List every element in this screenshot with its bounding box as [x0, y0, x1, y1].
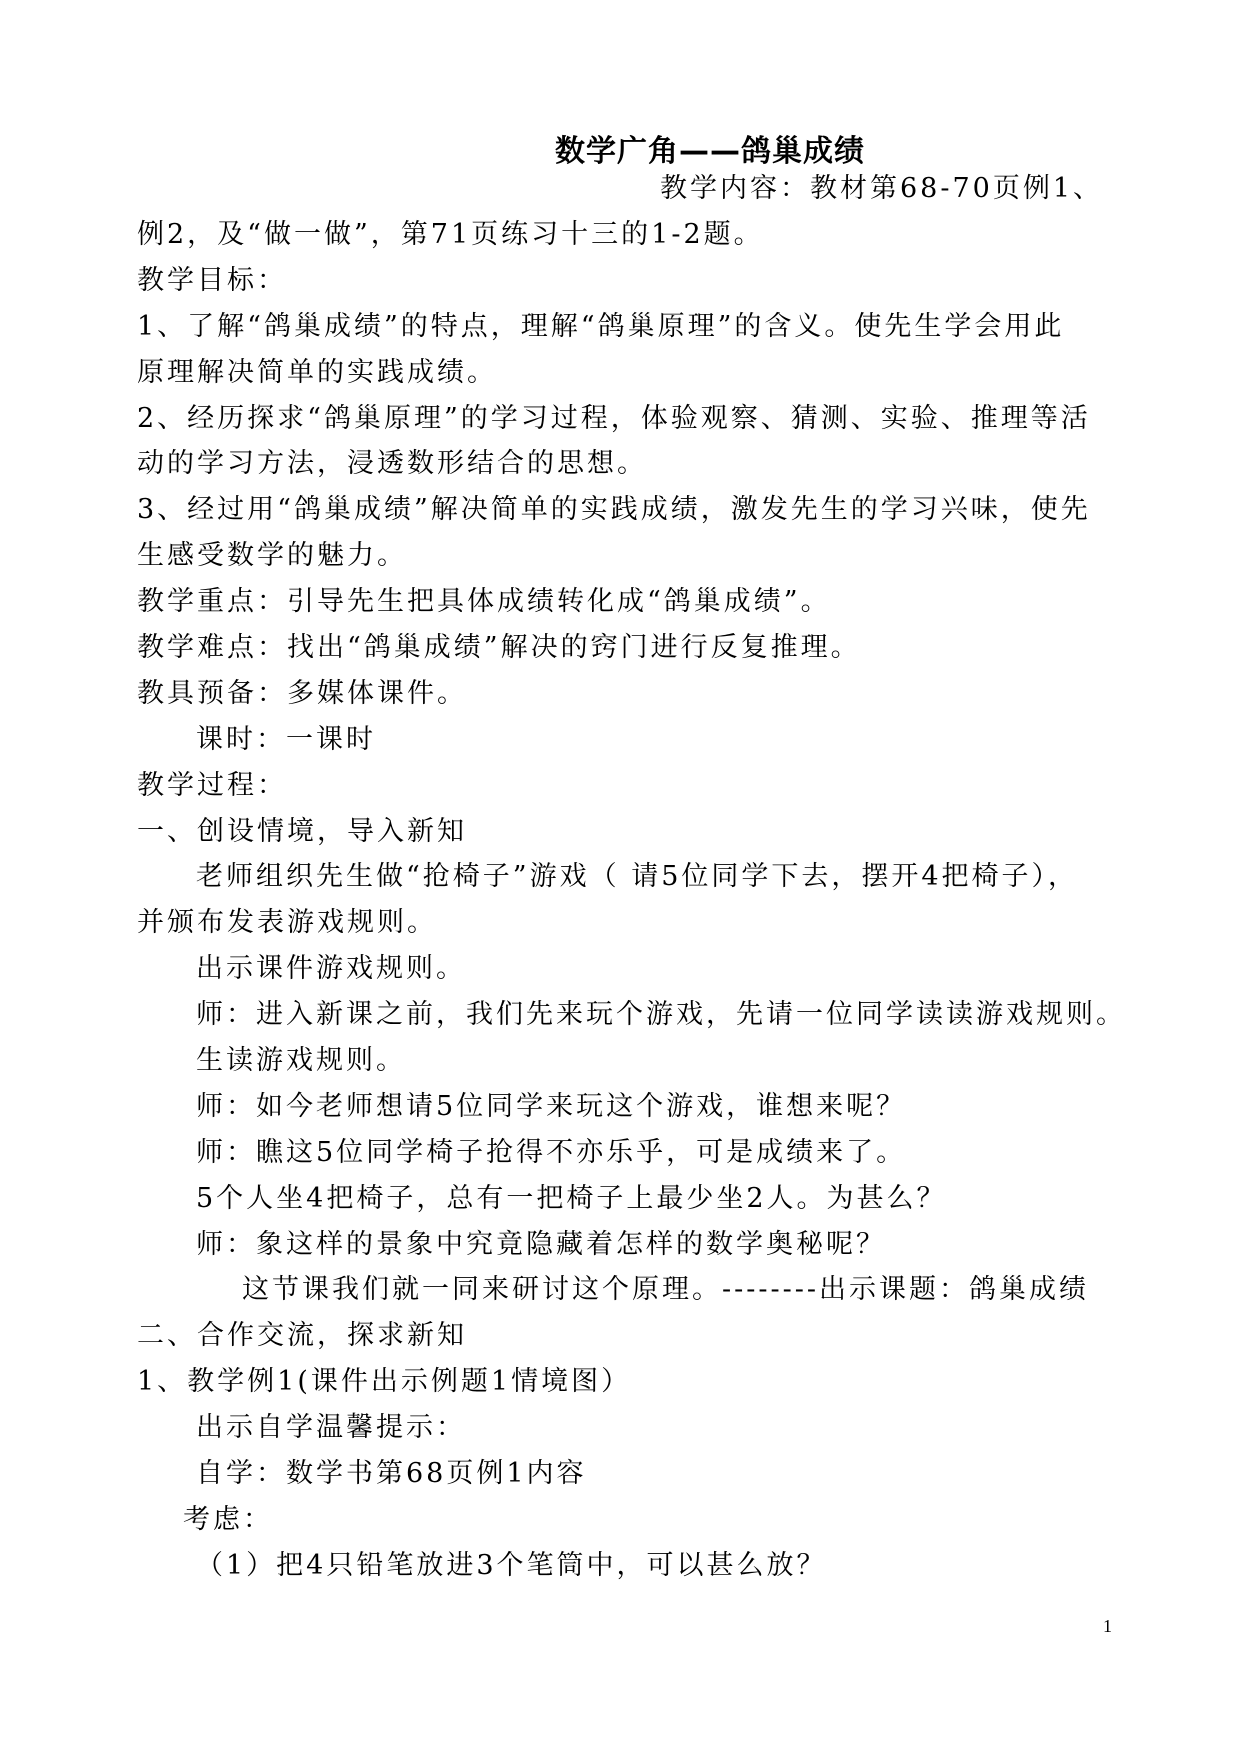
- text-line: 老师组织先生做“抢椅子”游戏（ 请5位同学下去，摆开4把椅子），: [196, 861, 1079, 892]
- text-line: 教具预备：多媒体课件。: [137, 678, 467, 709]
- text-line: 教学难点：找出“鸽巢成绩”解决的窍门进行反复推理。: [137, 632, 861, 663]
- text-line: 5个人坐4把椅子，总有一把椅子上最少坐2人。为甚么？: [196, 1183, 947, 1214]
- text-line: 考虑：: [183, 1504, 273, 1535]
- text-line: 师：如今老师想请5位同学来玩这个游戏，谁想来呢？: [196, 1091, 907, 1122]
- text-line: 2、经历探求“鸽巢原理”的学习过程，体验观察、猜测、实验、推理等活: [137, 403, 1091, 434]
- text-line: 生读游戏规则。: [196, 1045, 406, 1076]
- text-line: 动的学习方法，浸透数形结合的思想。: [137, 448, 647, 479]
- text-line: 例2，及“做一做”，第71页练习十三的1-2题。: [137, 219, 764, 250]
- text-line: 出示自学温馨提示：: [196, 1412, 466, 1443]
- text-line: 1、教学例1(课件出示例题1情境图）: [137, 1366, 632, 1397]
- text-line: 这节课我们就一同来研讨这个原理。--------出示课题：鸽巢成绩: [242, 1274, 1089, 1305]
- text-line: （1）把4只铅笔放进3个笔筒中，可以甚么放？: [196, 1550, 827, 1581]
- document-title: 数学广角——鸽巢成绩: [555, 134, 865, 169]
- text-line: 二、合作交流，探求新知: [137, 1320, 467, 1351]
- text-line: 出示课件游戏规则。: [196, 953, 466, 984]
- text-line: 1、了解“鸽巢成绩”的特点，理解“鸽巢原理”的含义。使先生学会用此: [137, 311, 1065, 342]
- text-line: 生感受数学的魅力。: [137, 540, 407, 571]
- text-line: 师：进入新课之前，我们先来玩个游戏，先请一位同学读读游戏规则。: [196, 999, 1126, 1030]
- text-line: 教学过程：: [137, 770, 287, 801]
- text-line: 师：瞧这5位同学椅子抢得不亦乐乎，可是成绩来了。: [196, 1137, 907, 1168]
- text-line: 教学重点：引导先生把具体成绩转化成“鸽巢成绩”。: [137, 586, 831, 617]
- text-line: 课时：一课时: [196, 724, 376, 755]
- page-number: 1: [1103, 1616, 1112, 1636]
- text-line: 自学：数学书第68页例1内容: [196, 1458, 587, 1489]
- text-line: 一、创设情境，导入新知: [137, 816, 467, 847]
- text-line: 教学目标：: [137, 265, 287, 296]
- text-line: 3、经过用“鸽巢成绩”解决简单的实践成绩，激发先生的学习兴味，使先: [137, 494, 1091, 525]
- text-line: 教学内容：教材第68-70页例1、: [660, 173, 1104, 204]
- text-line: 原理解决简单的实践成绩。: [137, 357, 497, 388]
- text-line: 并颁布发表游戏规则。: [137, 907, 437, 938]
- text-line: 师：象这样的景象中究竟隐藏着怎样的数学奥秘呢？: [196, 1229, 886, 1260]
